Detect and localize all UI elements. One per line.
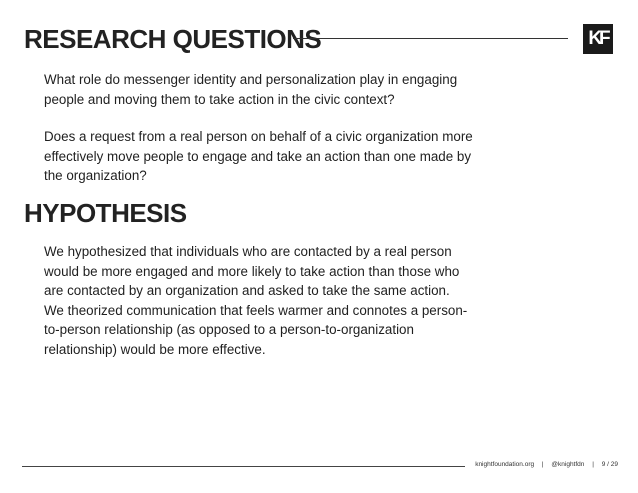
research-question-1: What role do messenger identity and personalization play in engaging people and moving them to take action in the civic context? <box>44 72 458 107</box>
research-questions-heading <box>21 23 324 55</box>
hypothesis-heading-text: HYPOTHESIS <box>24 198 187 228</box>
footer-separator: | <box>592 461 594 468</box>
page-number: 9 / 29 <box>601 461 618 468</box>
knight-foundation-logo: KF <box>583 24 613 54</box>
hypothesis-heading <box>21 197 190 229</box>
footer-separator: | <box>541 461 544 468</box>
footer <box>475 461 618 468</box>
footer-handle-link[interactable]: @knightfdn <box>551 461 585 468</box>
heading-divider <box>293 38 568 39</box>
hypothesis-text: We hypothesized that individuals who are contacted by a real person would be more engaged and more likely to take action than those who are contacted by an organization and asked to take the same action. We theorized communication that feels warmer and connotes a person-to-person relationship (as opposed to a person-to-organization relationship) would be more effective. <box>44 244 468 357</box>
footer-divider <box>22 466 465 467</box>
footer-website-link[interactable]: knightfoundation.org <box>475 461 535 468</box>
research-question-2: Does a request from a real person on behalf of a civic organization more effectively move people to engage and take an action than one made by the organization? <box>44 129 473 183</box>
research-questions-heading-text: RESEARCH QUESTIONS <box>24 24 322 54</box>
